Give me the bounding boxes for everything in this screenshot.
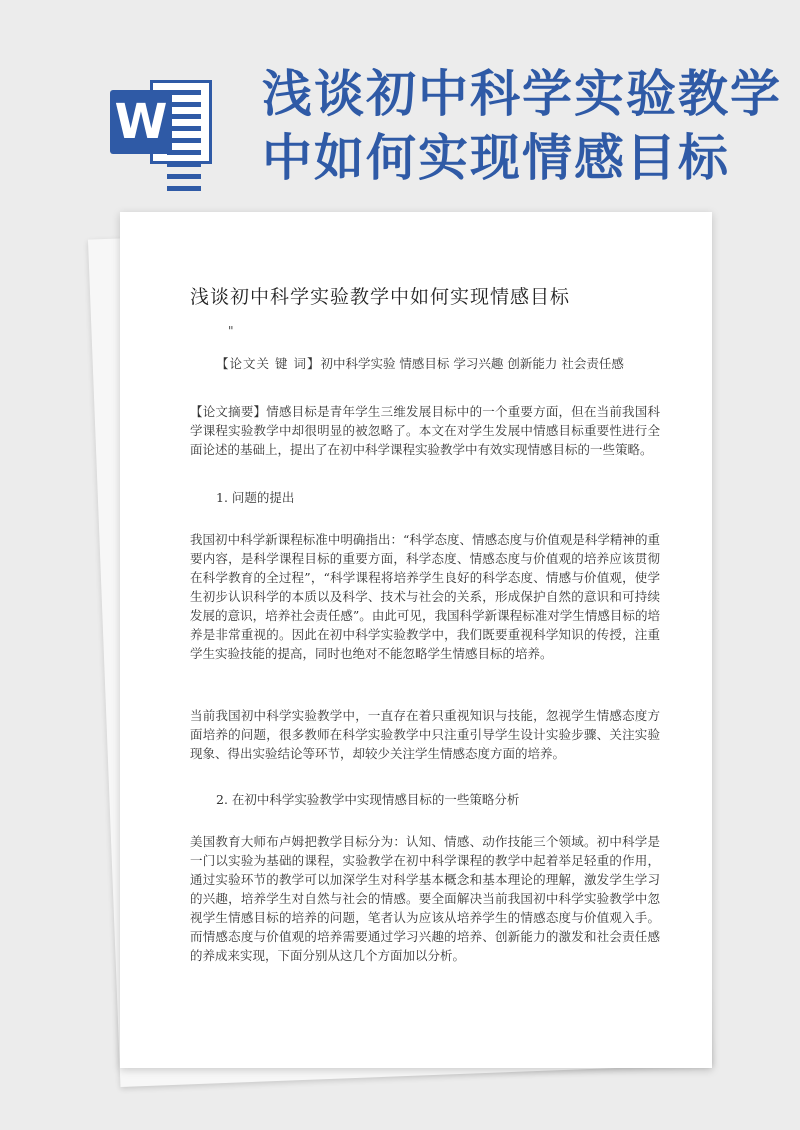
section-heading-1: 1. 问题的提出 [216, 490, 295, 505]
keywords-text: 初中科学实验 情感目标 学习兴趣 创新能力 社会责任感 [320, 356, 624, 371]
section-heading-2: 2. 在初中科学实验教学中实现情感目标的一些策略分析 [216, 792, 520, 807]
banner-title-line-2: 中如何实现情感目标 [262, 128, 730, 187]
document-page [120, 212, 712, 1068]
banner-title [262, 62, 782, 190]
paragraph-2: 当前我国初中科学实验教学中，一直存在着只重视知识与技能，忽视学生情感态度方面培养的问题，很多教师在科学实验教学中只注重引导学生设计实验步骤、关注实验现象、得出实验结论等环节，却较少关注学生情感态度方面的培养。 [190, 708, 660, 761]
word-document-icon [110, 76, 214, 168]
word-letter-badge: W [110, 90, 172, 154]
keywords-label: 【论文关 键 词】 [216, 356, 321, 371]
keywords-line [216, 354, 624, 372]
banner-title-line-1: 浅谈初中科学实验教学 [262, 64, 782, 123]
document-title: 浅谈初中科学实验教学中如何实现情感目标 [190, 286, 571, 308]
abstract-label: 【论文摘要】 [190, 404, 267, 419]
quote-mark: " [228, 324, 234, 338]
abstract-text: 情感目标是青年学生三维发展目标中的一个重要方面，但在当前我国科学课程实验教学中却很明显的被忽略了。本文在对学生发展中情感目标重要性进行全面论述的基础上，提出了在初中科学课程实验教学中有效实现情感目标的一些策略。 [190, 404, 660, 457]
paragraph-3: 美国教育大师布卢姆把教学目标分为：认知、情感、动作技能三个领域。初中科学是一门以实验为基础的课程，实验教学在初中科学课程的教学中起着举足轻重的作用，通过实验环节的教学可以加深学生对科学基本概念和基本理论的理解，激发学生学习的兴趣，培养学生对自然与社会的情感。要全面解决当前我国初中科学实验教学中忽视学生情感目标的培养的问题，笔者认为应该从培养学生的情感态度与价值观入手。而情感态度与价值观的培养需要通过学习兴趣的培养、创新能力的激发和社会责任感的养成来实现，下面分别从这几个方面加以分析。 [190, 834, 660, 963]
paragraph-1: 我国初中科学新课程标准中明确指出：“科学态度、情感态度与价值观是科学精神的重要内容，是科学课程目标的重要方面，科学态度、情感态度与价值观的培养应该贯彻在科学教育的全过程”，“科学课程将培养学生良好的科学态度、情感与价值观，使学生初步认识科学的本质以及科学、技术与社会的关系，形成保护自然的意识和可持续发展的意识，培养社会责任感”。由此可见，我国科学新课程标准对学生情感目标的培养是非常重视的。因此在初中科学实验教学中，我们既要重视科学知识的传授，注重学生实验技能的提高，同时也绝对不能忽略学生情感目标的培养。 [190, 532, 660, 661]
abstract-paragraph [190, 402, 660, 459]
